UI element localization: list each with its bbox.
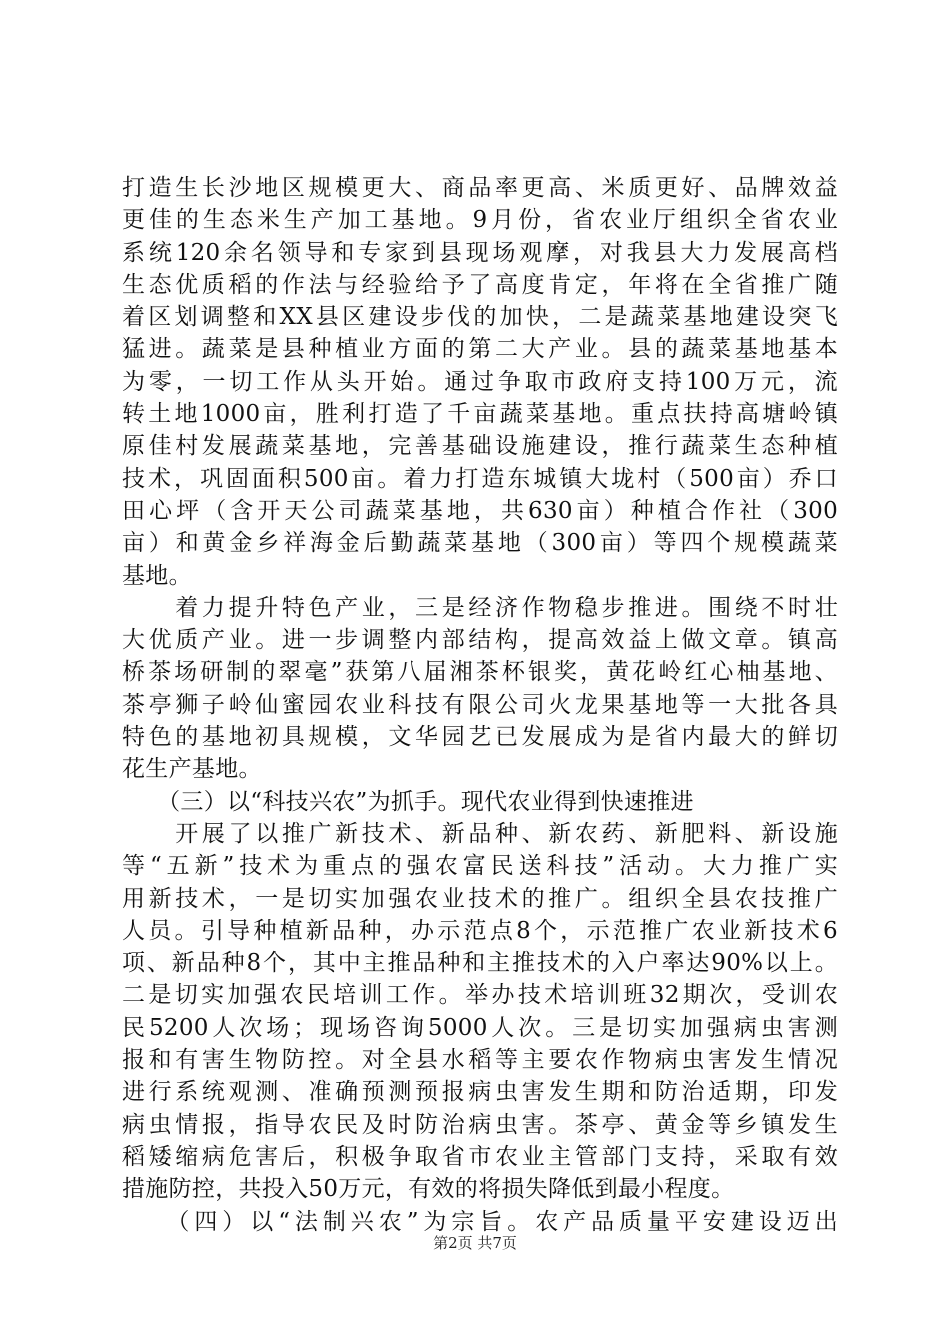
- text-line: 为零，一切工作从头开始。通过争取市政府支持100万元，流: [122, 368, 838, 395]
- text-line: 技术，巩固面积500亩。着力打造东城镇大垅村（500亩）乔口: [122, 465, 838, 492]
- text-line: 田心坪（含开天公司蔬菜基地，共630亩）种植合作社（300: [122, 497, 838, 524]
- text-line: 二是切实加强农民培训工作。举办技术培训班32期次，受训农: [122, 982, 838, 1009]
- text-line: 亩）和黄金乡祥海金后勤蔬菜基地（300亩）等四个规模蔬菜: [122, 530, 838, 557]
- text-line: 项、新品种8个，其中主推品种和主推技术的入户率达90%以上。: [122, 950, 838, 977]
- text-line: 开展了以推广新技术、新品种、新农药、新肥料、新设施: [122, 820, 838, 847]
- text-line: 人员。引导种植新品种，办示范点8个，示范推广农业新技术6: [122, 917, 838, 944]
- text-line: 稻矮缩病危害后，积极争取省市农业主管部门支持，采取有效: [122, 1143, 838, 1170]
- text-line: 打造生长沙地区规模更大、商品率更高、米质更好、品牌效益: [122, 175, 838, 201]
- text-line: 猛进。蔬菜是县种植业方面的第二大产业。县的蔬菜基地基本: [122, 336, 838, 363]
- text-line: 更佳的生态米生产加工基地。9月份，省农业厅组织全省农业: [122, 207, 838, 234]
- text-line: 转土地1000亩，胜利打造了千亩蔬菜基地。重点扶持高塘岭镇: [122, 401, 838, 428]
- text-line: 病虫情报，指导农民及时防治病虫害。茶亭、黄金等乡镇发生: [122, 1111, 838, 1138]
- page-footer: 第2页 共7页: [433, 1234, 517, 1252]
- text-line: 桥茶场研制的翠毫”获第八届湘茶杯银奖，黄花岭红心柚基地、: [122, 659, 838, 686]
- text-line: 大优质产业。进一步调整内部结构，提高效益上做文章。镇高: [122, 627, 838, 654]
- text-line: 茶亭狮子岭仙蜜园农业科技有限公司火龙果基地等一大批各具: [122, 691, 838, 718]
- text-line: 报和有害生物防控。对全县水稻等主要农作物病虫害发生情况: [122, 1047, 838, 1074]
- text-line: 花生产基地。: [122, 756, 262, 783]
- text-line: 等“五新”技术为重点的强农富民送科技”活动。大力推广实: [122, 853, 838, 880]
- text-line: 基地。: [122, 562, 192, 589]
- text-line: 用新技术，一是切实加强农业技术的推广。组织全县农技推广: [122, 885, 838, 912]
- text-line: （四）以“法制兴农”为宗旨。农产品质量平安建设迈出: [122, 1208, 838, 1235]
- text-line: 系统120余名领导和专家到县现场观摩，对我县大力发展高档: [122, 239, 838, 266]
- text-line: 措施防控，共投入50万元，有效的将损失降低到最小程度。: [122, 1176, 735, 1203]
- document-body: [122, 172, 838, 1238]
- text-line: 着区划调整和XX县区建设步伐的加快，二是蔬菜基地建设突飞: [122, 304, 838, 331]
- text-line: 着力提升特色产业，三是经济作物稳步推进。围绕不时壮: [122, 594, 838, 621]
- text-line: 原佳村发展蔬菜基地，完善基础设施建设，推行蔬菜生态种植: [122, 433, 838, 460]
- text-line: 生态优质稻的作法与经验给予了高度肯定，年将在全省推广随: [122, 271, 838, 298]
- text-line: （三）以“科技兴农”为抓手。现代农业得到快速推进: [122, 788, 694, 815]
- text-line: 特色的基地初具规模，文华园艺已发展成为是省内最大的鲜切: [122, 724, 838, 751]
- text-line: 民5200人次场；现场咨询5000人次。三是切实加强病虫害测: [122, 1014, 838, 1041]
- text-line: 进行系统观测、准确预测预报病虫害发生期和防治适期，印发: [122, 1079, 838, 1106]
